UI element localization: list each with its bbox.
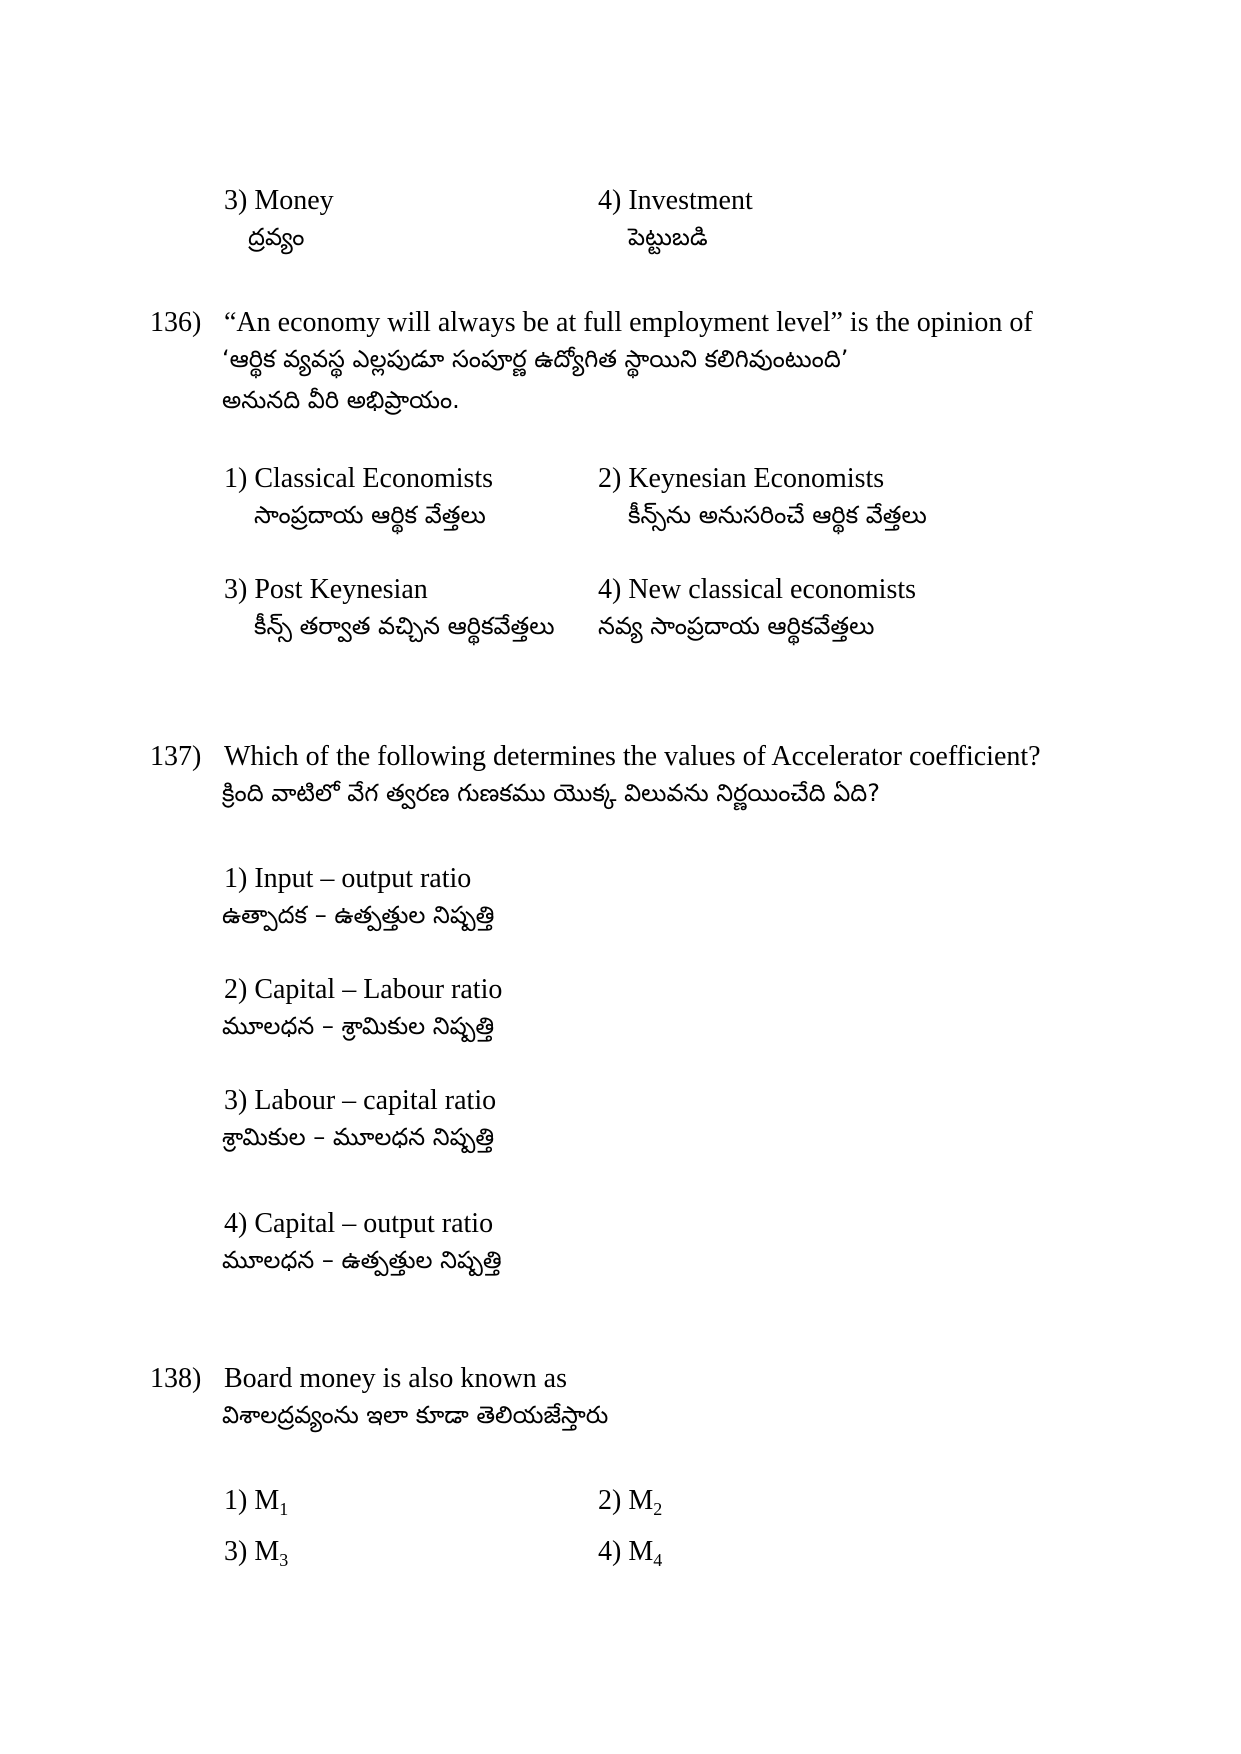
option-1-telugu: ఉత్పాదక – ఉత్పత్తుల నిష్పత్తి (222, 901, 495, 929)
option-1-label: 1) $M_1$ (224, 1485, 289, 1519)
option-2-label: 2) Keynesian Economists (598, 463, 885, 494)
option-3-label: 3) Money (224, 185, 334, 216)
question-text-telugu: ‘ఆర్థిక వ్యవస్థ ఎల్లపుడూ సంపూర్ణ ఉద్యోగిత స్థాయిని కలిగివుంటుంది’ (222, 345, 849, 373)
option-1-label: 1) Input – output ratio (224, 863, 472, 894)
question-number: 138) (150, 1363, 202, 1394)
question-number: 137) (150, 741, 202, 772)
option-4-telugu: పెట్టుబడి (628, 223, 708, 251)
option-3-telugu: ద్రవ్యం (248, 223, 305, 251)
option-2-label: 2) Capital – Labour ratio (224, 974, 503, 1005)
option-4-label: 4) Capital – output ratio (224, 1208, 494, 1239)
option-4-label: 4) New classical economists (598, 574, 917, 605)
option-3-label: 3) Labour – capital ratio (224, 1085, 497, 1116)
option-3-telugu: కీన్స్ తర్వాత వచ్చిన ఆర్థికవేత్తలు (254, 612, 555, 640)
option-3-telugu: శ్రామికుల – మూలధన నిష్పత్తి (222, 1123, 495, 1151)
option-3-label: 3) Post Keynesian (224, 574, 428, 605)
option-4-label: 4) $M_4$ (598, 1536, 663, 1570)
option-1-label: 1) Classical Economists (224, 463, 494, 494)
option-3-label: 3) $M_3$ (224, 1536, 289, 1570)
option-4-telugu: మూలధన – ఉత్పత్తుల నిష్పత్తి (222, 1246, 502, 1274)
question-text-telugu: విశాలద్రవ్యంను ఇలా కూడా తెలియజేస్తారు (222, 1401, 609, 1429)
option-4-telugu: నవ్య సాంప్రదాయ ఆర్థికవేత్తలు (598, 612, 875, 640)
option-2-label: 2) $M_2$ (598, 1485, 663, 1519)
question-number: 136) (150, 307, 202, 338)
option-2-telugu: కీన్స్‌ను అనుసరించే ఆర్థిక వేత్తలు (628, 501, 927, 529)
option-2-telugu: మూలధన – శ్రామికుల నిష్పత్తి (222, 1012, 495, 1040)
question-text: “An economy will always be at full employment level” is the opinion of (224, 307, 1033, 338)
question-text: Which of the following determines the values of Accelerator coefficient? (224, 741, 1041, 772)
question-text-telugu: క్రింది వాటిలో వేగ త్వరణ గుణకము యొక్క విలువను నిర్ణయించేది ఏది? (222, 779, 880, 807)
option-1-telugu: సాంప్రదాయ ఆర్థిక వేత్తలు (254, 501, 486, 529)
question-text: Board money is also known as (224, 1363, 567, 1394)
question-text-telugu-cont: అనునది వీరి అభిప్రాయం. (222, 386, 460, 414)
option-4-label: 4) Investment (598, 185, 753, 216)
